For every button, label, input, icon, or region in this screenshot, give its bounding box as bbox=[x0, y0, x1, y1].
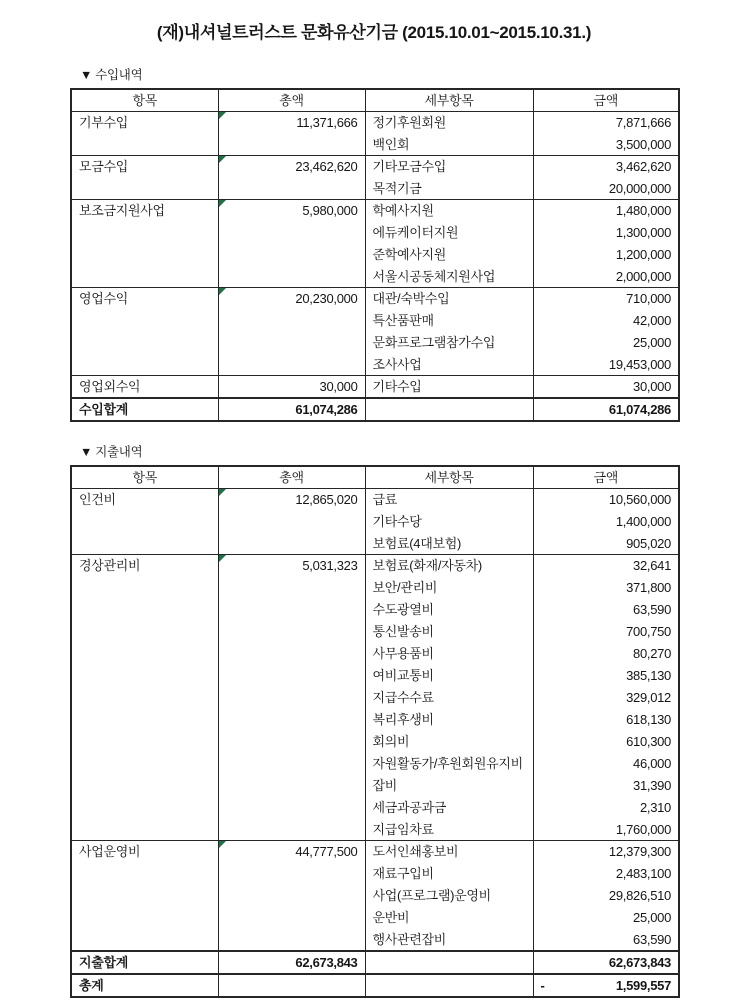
note-marker-icon bbox=[219, 489, 226, 496]
total-cell: 62,673,843 bbox=[218, 951, 365, 974]
item-cell: 영업수익 bbox=[71, 288, 218, 376]
amount-cell: 710,000 bbox=[533, 288, 679, 310]
col-header-detail: 세부항목 bbox=[365, 89, 533, 112]
page-title: (재)내셔널트러스트 문화유산기금 (2015.10.01~2015.10.31.) bbox=[156, 23, 592, 42]
amount-cell: 61,074,286 bbox=[533, 398, 679, 421]
grand-total-row bbox=[71, 974, 679, 997]
amount-cell: 63,590 bbox=[533, 929, 679, 951]
total-cell: 61,074,286 bbox=[218, 398, 365, 421]
amount-cell: 1,400,000 bbox=[533, 511, 679, 533]
detail-cell bbox=[365, 398, 533, 421]
amount-cell: 2,310 bbox=[533, 797, 679, 819]
accounting-negative-value bbox=[541, 975, 672, 996]
amount-cell: 25,000 bbox=[533, 907, 679, 929]
amount-cell: 2,483,100 bbox=[533, 863, 679, 885]
detail-cell: 운반비 bbox=[365, 907, 533, 929]
table-row bbox=[71, 489, 679, 511]
detail-cell: 보험료(화재/자동차) bbox=[365, 555, 533, 577]
detail-cell: 지급수수료 bbox=[365, 687, 533, 709]
detail-cell: 기타수당 bbox=[365, 511, 533, 533]
detail-cell: 조사사업 bbox=[365, 354, 533, 376]
table-row bbox=[71, 156, 679, 178]
amount-cell: 32,641 bbox=[533, 555, 679, 577]
col-header-detail: 세부항목 bbox=[365, 466, 533, 489]
amount-cell: 1,760,000 bbox=[533, 819, 679, 841]
amount-cell: 1,300,000 bbox=[533, 222, 679, 244]
total-value: 44,777,500 bbox=[295, 844, 358, 859]
total-cell bbox=[218, 376, 365, 399]
note-marker-icon bbox=[219, 200, 226, 207]
detail-cell: 학예사지원 bbox=[365, 200, 533, 222]
detail-cell: 서울시공동체지원사업 bbox=[365, 266, 533, 288]
table-row bbox=[71, 112, 679, 134]
detail-cell: 사업(프로그램)운영비 bbox=[365, 885, 533, 907]
detail-cell: 특산품판매 bbox=[365, 310, 533, 332]
detail-cell: 잡비 bbox=[365, 775, 533, 797]
detail-cell: 지급임차료 bbox=[365, 819, 533, 841]
total-cell bbox=[218, 156, 365, 200]
detail-cell: 준학예사지원 bbox=[365, 244, 533, 266]
detail-cell: 세금과공과금 bbox=[365, 797, 533, 819]
amount-cell: 25,000 bbox=[533, 332, 679, 354]
amount-cell: 329,012 bbox=[533, 687, 679, 709]
item-cell: 경상관리비 bbox=[71, 555, 218, 841]
item-cell: 모금수입 bbox=[71, 156, 218, 200]
col-header-item: 항목 bbox=[71, 466, 218, 489]
item-cell: 보조금지원사업 bbox=[71, 200, 218, 288]
col-header-item: 항목 bbox=[71, 89, 218, 112]
total-cell bbox=[218, 200, 365, 288]
amount-cell: 29,826,510 bbox=[533, 885, 679, 907]
expense-total-row bbox=[71, 951, 679, 974]
total-value: 11,371,666 bbox=[296, 115, 358, 130]
total-value: 20,230,000 bbox=[295, 291, 358, 306]
total-cell bbox=[218, 489, 365, 555]
amount-cell: 10,560,000 bbox=[533, 489, 679, 511]
col-header-amount: 금액 bbox=[533, 89, 679, 112]
amount-cell: 905,020 bbox=[533, 533, 679, 555]
item-cell: 기부수입 bbox=[71, 112, 218, 156]
amount-cell: 80,270 bbox=[533, 643, 679, 665]
detail-cell: 대관/숙박수입 bbox=[365, 288, 533, 310]
total-value: 30,000 bbox=[319, 379, 358, 394]
total-cell bbox=[218, 288, 365, 376]
amount-cell: 42,000 bbox=[533, 310, 679, 332]
detail-cell: 회의비 bbox=[365, 731, 533, 753]
amount-cell: 7,871,666 bbox=[533, 112, 679, 134]
col-header-amount: 금액 bbox=[533, 466, 679, 489]
amount-cell: 30,000 bbox=[533, 376, 679, 399]
detail-cell: 보험료(4대보험) bbox=[365, 533, 533, 555]
amount-cell: 1,200,000 bbox=[533, 244, 679, 266]
amount-cell: 3,500,000 bbox=[533, 134, 679, 156]
total-value: 23,462,620 bbox=[295, 159, 358, 174]
detail-cell: 보안/관리비 bbox=[365, 577, 533, 599]
income-section-label: ▼ 수입내역 bbox=[80, 68, 143, 82]
expense-section-label: ▼ 지출내역 bbox=[80, 445, 143, 459]
item-cell: 사업운영비 bbox=[71, 841, 218, 951]
amount-cell: 385,130 bbox=[533, 665, 679, 687]
amount-cell: 20,000,000 bbox=[533, 178, 679, 200]
amount-cell: 19,453,000 bbox=[533, 354, 679, 376]
note-marker-icon bbox=[219, 555, 226, 562]
col-header-total: 총액 bbox=[218, 466, 365, 489]
total-value: 12,865,020 bbox=[295, 492, 358, 507]
item-cell: 영업외수익 bbox=[71, 376, 218, 399]
amount-cell: 3,462,620 bbox=[533, 156, 679, 178]
detail-cell: 행사관련잡비 bbox=[365, 929, 533, 951]
detail-cell: 기타수입 bbox=[365, 376, 533, 399]
detail-cell: 에듀케이터지원 bbox=[365, 222, 533, 244]
note-marker-icon bbox=[219, 112, 226, 119]
total-label-cell: 수입합계 bbox=[71, 398, 218, 421]
amount-cell: 63,590 bbox=[533, 599, 679, 621]
total-cell bbox=[218, 841, 365, 951]
negative-sign: - bbox=[540, 977, 545, 993]
amount-cell: 1,480,000 bbox=[533, 200, 679, 222]
detail-cell: 재료구입비 bbox=[365, 863, 533, 885]
amount-cell: 62,673,843 bbox=[533, 951, 679, 974]
total-label-cell: 총계 bbox=[71, 974, 218, 997]
detail-cell: 기타모금수입 bbox=[365, 156, 533, 178]
note-marker-icon bbox=[219, 841, 226, 848]
detail-cell: 통신발송비 bbox=[365, 621, 533, 643]
detail-cell: 목적기금 bbox=[365, 178, 533, 200]
income-table bbox=[70, 88, 680, 422]
total-value: 5,031,323 bbox=[302, 558, 358, 573]
income-header-row bbox=[71, 89, 679, 112]
table-row bbox=[71, 841, 679, 863]
detail-cell: 복리후생비 bbox=[365, 709, 533, 731]
detail-cell: 수도광열비 bbox=[365, 599, 533, 621]
total-label-cell: 지출합계 bbox=[71, 951, 218, 974]
amount-cell: 700,750 bbox=[533, 621, 679, 643]
detail-cell: 여비교통비 bbox=[365, 665, 533, 687]
grand-total-amount: 1,599,557 bbox=[615, 977, 671, 993]
detail-cell: 사무용품비 bbox=[365, 643, 533, 665]
detail-cell: 문화프로그램참가수입 bbox=[365, 332, 533, 354]
detail-cell bbox=[365, 974, 533, 997]
table-row bbox=[71, 288, 679, 310]
total-value: 5,980,000 bbox=[302, 203, 358, 218]
table-row bbox=[71, 200, 679, 222]
amount-cell: 618,130 bbox=[533, 709, 679, 731]
amount-cell: 371,800 bbox=[533, 577, 679, 599]
amount-cell bbox=[533, 974, 679, 997]
detail-cell: 급료 bbox=[365, 489, 533, 511]
amount-cell: 610,300 bbox=[533, 731, 679, 753]
detail-cell: 백인회 bbox=[365, 134, 533, 156]
table-row bbox=[71, 555, 679, 577]
total-cell bbox=[218, 555, 365, 841]
detail-cell bbox=[365, 951, 533, 974]
total-cell bbox=[218, 974, 365, 997]
total-cell bbox=[218, 112, 365, 156]
amount-cell: 31,390 bbox=[533, 775, 679, 797]
income-total-row bbox=[71, 398, 679, 421]
expense-header-row bbox=[71, 466, 679, 489]
note-marker-icon bbox=[219, 156, 226, 163]
amount-cell: 12,379,300 bbox=[533, 841, 679, 863]
table-row bbox=[71, 376, 679, 399]
expense-table bbox=[70, 465, 680, 998]
detail-cell: 자원활동가/후원회원유지비 bbox=[365, 753, 533, 775]
col-header-total: 총액 bbox=[218, 89, 365, 112]
item-cell: 인건비 bbox=[71, 489, 218, 555]
detail-cell: 도서인쇄홍보비 bbox=[365, 841, 533, 863]
amount-cell: 2,000,000 bbox=[533, 266, 679, 288]
detail-cell: 정기후원회원 bbox=[365, 112, 533, 134]
amount-cell: 46,000 bbox=[533, 753, 679, 775]
note-marker-icon bbox=[219, 288, 226, 295]
